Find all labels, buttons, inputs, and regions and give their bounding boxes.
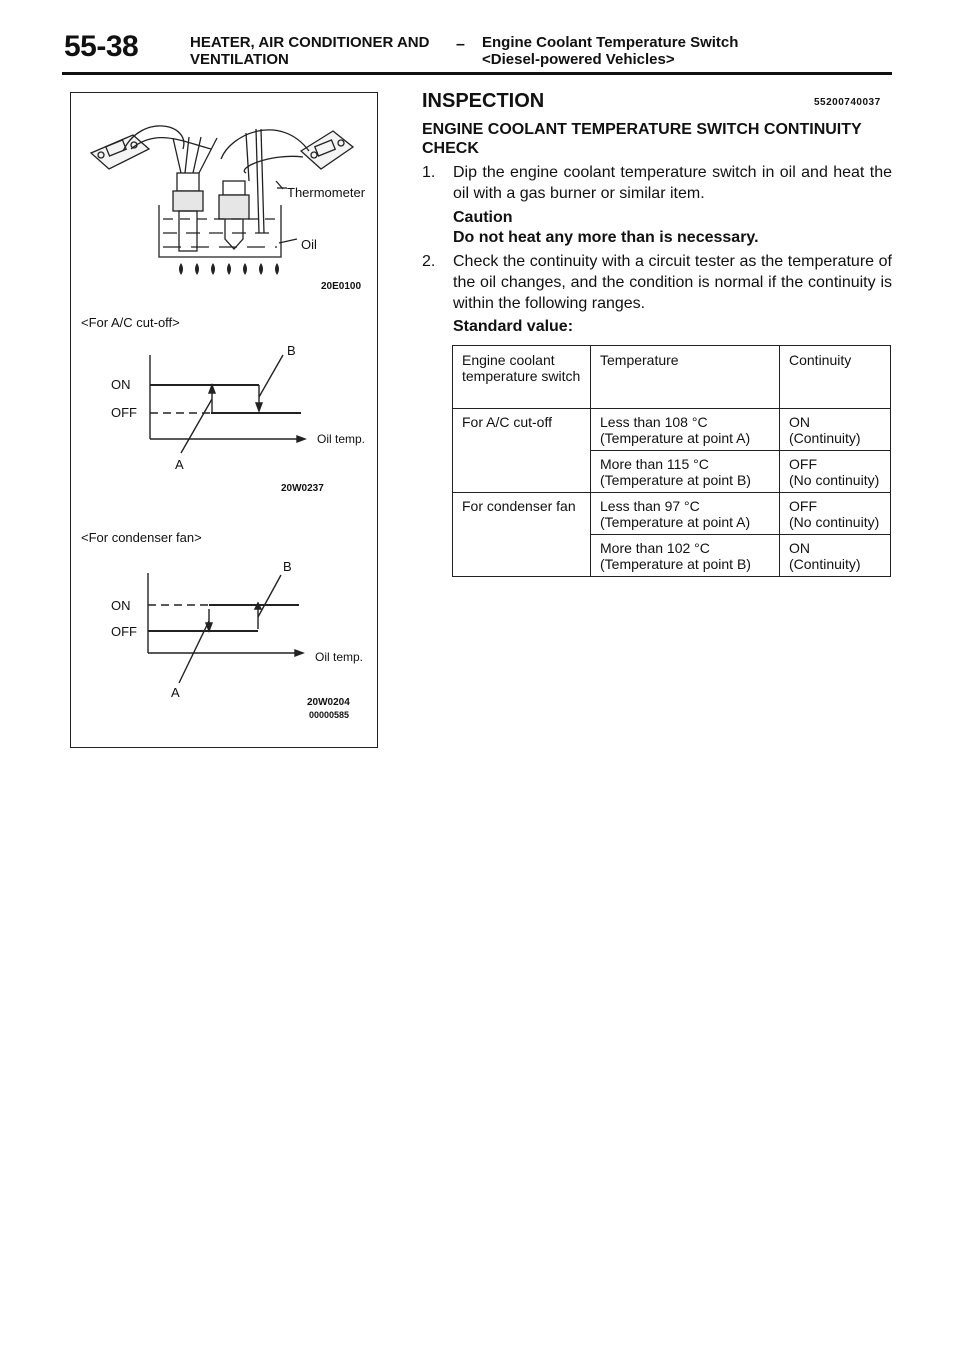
- table-cell-temperature: [591, 493, 780, 535]
- thermometer-stem: [256, 129, 259, 233]
- condenser-fan-figure-code: 20W0204: [307, 697, 350, 708]
- continuity-note: (No continuity): [789, 514, 880, 530]
- table-row: [453, 409, 891, 451]
- switch-left-body: [177, 173, 199, 191]
- temperature-value: Less than 108 °C: [600, 414, 708, 430]
- condenser-fan-graph: [148, 573, 303, 683]
- section-title-line1: HEATER, AIR CONDITIONER AND: [190, 34, 430, 51]
- figure-box: [70, 92, 378, 748]
- condenser-fan-off-label: OFF: [111, 624, 137, 639]
- figure-code: 00000585: [309, 710, 350, 720]
- table-header-continuity: Continuity: [780, 346, 891, 409]
- temperature-point: (Temperature at point B): [600, 556, 751, 572]
- continuity-note: (Continuity): [789, 556, 861, 572]
- step-2-number: 2.: [422, 253, 436, 270]
- tester-left-icon: [91, 135, 149, 169]
- ac-cutoff-on-label: ON: [111, 377, 131, 392]
- step-1-number: 1.: [422, 164, 436, 181]
- step-1-text: Dip the engine coolant temperature switch in oil and heat the oil with a gas burner or similar item.: [453, 164, 892, 202]
- section-title: [190, 34, 429, 68]
- temperature-point: (Temperature at point A): [600, 514, 751, 530]
- table-cell-temperature: [591, 451, 780, 493]
- topic-title-line1: Engine Coolant Temperature Switch: [482, 34, 739, 51]
- probe-left: [173, 137, 217, 173]
- oil-label: Oil: [301, 237, 317, 252]
- standard-value-table: [452, 345, 891, 577]
- section-title-line2: VENTILATION: [190, 51, 289, 68]
- step-2: [422, 251, 892, 314]
- page-number: 55-38: [64, 30, 139, 63]
- ac-cutoff-axis-label: Oil temp.: [317, 432, 366, 446]
- ac-cutoff-graph-title: <For A/C cut-off>: [81, 315, 180, 330]
- continuity-note: (No continuity): [789, 472, 880, 488]
- subheading: ENGINE COOLANT TEMPERATURE SWITCH CONTINUITY CHECK: [422, 121, 862, 157]
- header-rule: [62, 72, 892, 75]
- table-header-temperature: Temperature: [591, 346, 780, 409]
- continuity-state: ON: [789, 414, 810, 430]
- table-header-switch: Engine coolant temperature switch: [453, 346, 591, 409]
- switch-left-hex: [173, 191, 203, 211]
- figure-illustration: [71, 93, 377, 747]
- table-cell-switch: For A/C cut-off: [453, 409, 591, 493]
- thermometer-label: Thermometer: [287, 185, 366, 200]
- switch-right-body: [223, 181, 245, 195]
- temperature-value: More than 102 °C: [600, 540, 710, 556]
- section-heading: INSPECTION: [422, 90, 545, 112]
- table-header-row: [453, 346, 891, 409]
- caution-block: [453, 208, 759, 248]
- table-cell-continuity: [780, 409, 891, 451]
- section-heading-code: 55200740037: [814, 97, 881, 108]
- caution-title: Caution: [453, 209, 513, 226]
- continuity-state: ON: [789, 540, 810, 556]
- step-2-text: Check the continuity with a circuit tester as the temperature of the oil changes, and the condition is normal if the continuity is within the following ranges.: [453, 253, 892, 312]
- burner-flames-icon: [179, 263, 279, 275]
- switch-left-stem: [179, 211, 197, 251]
- table-cell-temperature: [591, 535, 780, 577]
- continuity-note: (Continuity): [789, 430, 861, 446]
- step-1: [422, 162, 892, 204]
- test-setup-illustration: [91, 126, 353, 275]
- condenser-fan-point-a: A: [171, 685, 180, 700]
- table-cell-continuity: [780, 535, 891, 577]
- condenser-fan-graph-title: <For condenser fan>: [81, 530, 202, 545]
- continuity-state: OFF: [789, 498, 817, 514]
- condenser-fan-point-b: B: [283, 559, 292, 574]
- table-cell-continuity: [780, 451, 891, 493]
- table-cell-continuity: [780, 493, 891, 535]
- switch-right-tip: [225, 219, 243, 249]
- condenser-fan-on-label: ON: [111, 598, 131, 613]
- ac-cutoff-point-a: A: [175, 457, 184, 472]
- ac-cutoff-point-b: B: [287, 343, 296, 358]
- setup-figure-code: 20E0100: [321, 281, 362, 292]
- table-cell-switch: For condenser fan: [453, 493, 591, 577]
- table-row: [453, 493, 891, 535]
- continuity-state: OFF: [789, 456, 817, 472]
- caution-text: Do not heat any more than is necessary.: [453, 229, 759, 246]
- temperature-value: Less than 97 °C: [600, 498, 700, 514]
- temperature-point: (Temperature at point A): [600, 430, 751, 446]
- condenser-fan-axis-label: Oil temp.: [315, 650, 364, 664]
- temperature-value: More than 115 °C: [600, 456, 709, 472]
- topic-title-line2: <Diesel-powered Vehicles>: [482, 51, 675, 68]
- temperature-point: (Temperature at point B): [600, 472, 751, 488]
- switch-right-hex: [219, 195, 249, 219]
- topic-title: [482, 34, 738, 68]
- ac-cutoff-off-label: OFF: [111, 405, 137, 420]
- ac-cutoff-figure-code: 20W0237: [281, 483, 324, 494]
- header-separator: –: [456, 36, 465, 53]
- ac-cutoff-graph: [150, 355, 305, 453]
- standard-value-label: Standard value:: [453, 318, 574, 335]
- table-cell-temperature: [591, 409, 780, 451]
